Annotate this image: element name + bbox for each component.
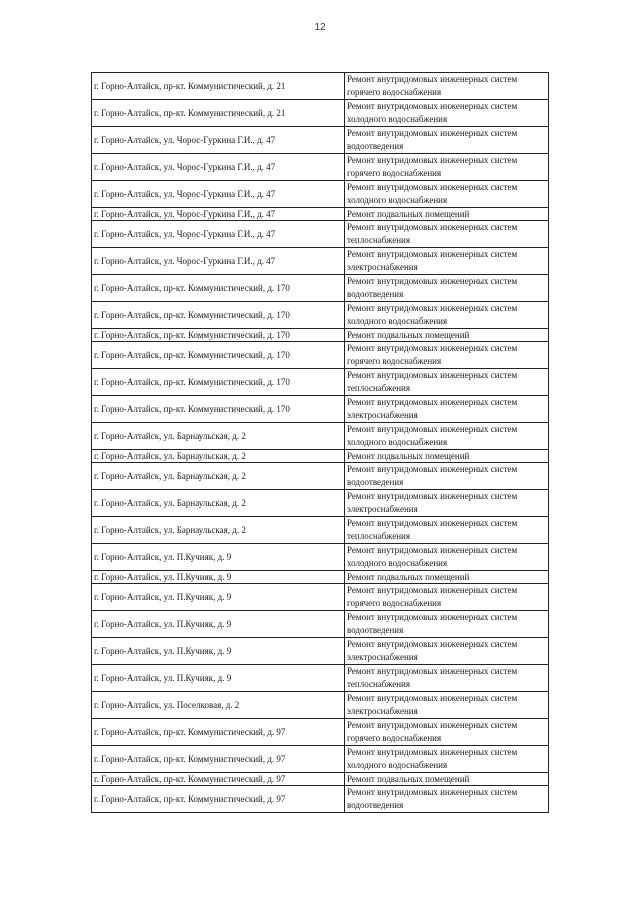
work-type-cell: [345, 302, 549, 329]
address-cell: г. Горно-Алтайск, ул. Барнаульская, д. 2: [92, 490, 345, 517]
work-type-cell: [345, 692, 549, 719]
work-type-line: электроснабжения: [347, 652, 418, 662]
table-row: [92, 221, 549, 248]
work-type-line: Ремонт внутридомовых инженерных систем: [347, 787, 518, 797]
table-row: [92, 342, 549, 369]
work-type-cell: [345, 490, 549, 517]
work-type-cell: [345, 275, 549, 302]
work-type-line: Ремонт внутридомовых инженерных систем: [347, 491, 518, 501]
work-type-line: Ремонт внутридомовых инженерных систем: [347, 693, 518, 703]
table-row: [92, 369, 549, 396]
work-type-line: горячего водоснабжения: [347, 87, 442, 97]
work-type-line: Ремонт подвальных помещений: [347, 572, 470, 582]
address-cell: г. Горно-Алтайск, пр-кт. Коммунистический, д. 170: [92, 275, 345, 302]
repair-works-table: [91, 72, 549, 813]
table-row: [92, 638, 549, 665]
work-type-line: холодного водоснабжения: [347, 114, 448, 124]
work-type-cell: [345, 423, 549, 450]
work-type-line: теплоснабжения: [347, 531, 410, 541]
work-type-cell: [345, 450, 549, 463]
work-type-line: Ремонт внутридомовых инженерных систем: [347, 397, 518, 407]
work-type-cell: [345, 100, 549, 127]
work-type-line: Ремонт внутридомовых инженерных систем: [347, 74, 518, 84]
work-type-line: Ремонт внутридомовых инженерных систем: [347, 303, 518, 313]
work-type-line: Ремонт внутридомовых инженерных систем: [347, 585, 518, 595]
work-type-line: теплоснабжения: [347, 383, 410, 393]
work-type-line: холодного водоснабжения: [347, 558, 448, 568]
table-row: [92, 154, 549, 181]
table-row: [92, 302, 549, 329]
work-type-line: горячего водоснабжения: [347, 733, 442, 743]
work-type-cell: [345, 517, 549, 544]
work-type-line: Ремонт подвальных помещений: [347, 330, 470, 340]
address-cell: г. Горно-Алтайск, пр-кт. Коммунистический, д. 170: [92, 302, 345, 329]
work-type-cell: [345, 329, 549, 342]
work-type-line: водоотведения: [347, 289, 404, 299]
address-cell: г. Горно-Алтайск, пр-кт. Коммунистический, д. 97: [92, 746, 345, 773]
work-type-line: Ремонт подвальных помещений: [347, 774, 470, 784]
table-row: [92, 719, 549, 746]
work-type-cell: [345, 154, 549, 181]
address-cell: г. Горно-Алтайск, ул. Чорос-Гуркина Г.И., д. 47: [92, 154, 345, 181]
work-type-line: электроснабжения: [347, 706, 418, 716]
work-type-line: водоотведения: [347, 800, 404, 810]
work-type-line: Ремонт внутридомовых инженерных систем: [347, 222, 518, 232]
table-row: [92, 746, 549, 773]
work-type-line: холодного водоснабжения: [347, 195, 448, 205]
work-type-line: Ремонт внутридомовых инженерных систем: [347, 128, 518, 138]
work-type-cell: [345, 127, 549, 154]
address-cell: г. Горно-Алтайск, ул. Поселковая, д. 2: [92, 692, 345, 719]
table-row: [92, 692, 549, 719]
work-type-line: холодного водоснабжения: [347, 437, 448, 447]
address-cell: г. Горно-Алтайск, ул. Барнаульская, д. 2: [92, 423, 345, 450]
work-type-line: Ремонт внутридомовых инженерных систем: [347, 155, 518, 165]
work-type-line: горячего водоснабжения: [347, 356, 442, 366]
work-type-line: водоотведения: [347, 141, 404, 151]
address-cell: г. Горно-Алтайск, ул. Чорос-Гуркина Г.И., д. 47: [92, 221, 345, 248]
address-cell: г. Горно-Алтайск, ул. Чорос-Гуркина Г.И., д. 47: [92, 248, 345, 275]
address-cell: г. Горно-Алтайск, ул. П.Кучияк, д. 9: [92, 584, 345, 611]
work-type-line: Ремонт внутридомовых инженерных систем: [347, 545, 518, 555]
work-type-line: Ремонт внутридомовых инженерных систем: [347, 249, 518, 259]
work-type-cell: [345, 181, 549, 208]
work-type-line: Ремонт внутридомовых инженерных систем: [347, 370, 518, 380]
work-type-line: Ремонт внутридомовых инженерных систем: [347, 276, 518, 286]
table-row: [92, 248, 549, 275]
address-cell: г. Горно-Алтайск, ул. Барнаульская, д. 2: [92, 517, 345, 544]
work-type-line: Ремонт внутридомовых инженерных систем: [347, 720, 518, 730]
table-row: [92, 517, 549, 544]
address-cell: г. Горно-Алтайск, ул. Чорос-Гуркина Г.И., д. 47: [92, 208, 345, 221]
work-type-line: Ремонт внутридомовых инженерных систем: [347, 182, 518, 192]
work-type-cell: [345, 221, 549, 248]
page-number: 12: [314, 22, 326, 33]
work-type-line: Ремонт внутридомовых инженерных систем: [347, 424, 518, 434]
work-type-line: холодного водоснабжения: [347, 316, 448, 326]
table-row: [92, 571, 549, 584]
table-row: [92, 208, 549, 221]
address-cell: г. Горно-Алтайск, пр-кт. Коммунистический, д. 170: [92, 329, 345, 342]
address-cell: г. Горно-Алтайск, пр-кт. Коммунистический, д. 21: [92, 100, 345, 127]
table-row: [92, 544, 549, 571]
address-cell: г. Горно-Алтайск, ул. Барнаульская, д. 2: [92, 463, 345, 490]
table-row: [92, 584, 549, 611]
table-row: [92, 423, 549, 450]
work-type-line: водоотведения: [347, 477, 404, 487]
work-type-line: Ремонт внутридомовых инженерных систем: [347, 101, 518, 111]
table-row: [92, 611, 549, 638]
work-type-cell: [345, 342, 549, 369]
work-type-cell: [345, 463, 549, 490]
work-type-cell: [345, 208, 549, 221]
work-type-line: Ремонт внутридомовых инженерных систем: [347, 343, 518, 353]
work-type-line: горячего водоснабжения: [347, 168, 442, 178]
work-type-cell: [345, 248, 549, 275]
address-cell: г. Горно-Алтайск, ул. П.Кучияк, д. 9: [92, 611, 345, 638]
table-row: [92, 450, 549, 463]
address-cell: г. Горно-Алтайск, ул. П.Кучияк, д. 9: [92, 544, 345, 571]
address-cell: г. Горно-Алтайск, ул. П.Кучияк, д. 9: [92, 665, 345, 692]
table-row: [92, 181, 549, 208]
table-row: [92, 463, 549, 490]
table-row: [92, 786, 549, 813]
work-type-line: электроснабжения: [347, 504, 418, 514]
work-type-line: теплоснабжения: [347, 235, 410, 245]
work-type-cell: [345, 773, 549, 786]
address-cell: г. Горно-Алтайск, ул. П.Кучияк, д. 9: [92, 638, 345, 665]
table-row: [92, 396, 549, 423]
work-type-line: Ремонт подвальных помещений: [347, 209, 470, 219]
address-cell: г. Горно-Алтайск, пр-кт. Коммунистический, д. 97: [92, 719, 345, 746]
address-cell: г. Горно-Алтайск, ул. Барнаульская, д. 2: [92, 450, 345, 463]
address-cell: г. Горно-Алтайск, пр-кт. Коммунистический, д. 170: [92, 369, 345, 396]
work-type-line: Ремонт внутридомовых инженерных систем: [347, 666, 518, 676]
work-type-line: Ремонт внутридомовых инженерных систем: [347, 518, 518, 528]
work-type-cell: [345, 584, 549, 611]
table-row: [92, 329, 549, 342]
work-type-line: Ремонт внутридомовых инженерных систем: [347, 639, 518, 649]
work-type-cell: [345, 571, 549, 584]
work-type-cell: [345, 746, 549, 773]
address-cell: г. Горно-Алтайск, ул. П.Кучияк, д. 9: [92, 571, 345, 584]
address-cell: г. Горно-Алтайск, ул. Чорос-Гуркина Г.И., д. 47: [92, 181, 345, 208]
work-type-line: водоотведения: [347, 625, 404, 635]
address-cell: г. Горно-Алтайск, пр-кт. Коммунистический, д. 97: [92, 773, 345, 786]
work-type-line: Ремонт внутридомовых инженерных систем: [347, 612, 518, 622]
work-type-cell: [345, 396, 549, 423]
work-type-line: Ремонт подвальных помещений: [347, 451, 470, 461]
table-row: [92, 127, 549, 154]
work-type-cell: [345, 544, 549, 571]
address-cell: г. Горно-Алтайск, пр-кт. Коммунистический, д. 170: [92, 396, 345, 423]
work-type-cell: [345, 665, 549, 692]
work-type-line: горячего водоснабжения: [347, 598, 442, 608]
work-type-line: Ремонт внутридомовых инженерных систем: [347, 464, 518, 474]
work-type-cell: [345, 73, 549, 100]
work-type-line: теплоснабжения: [347, 679, 410, 689]
table-row: [92, 665, 549, 692]
address-cell: г. Горно-Алтайск, пр-кт. Коммунистический, д. 97: [92, 786, 345, 813]
address-cell: г. Горно-Алтайск, пр-кт. Коммунистический, д. 21: [92, 73, 345, 100]
table-row: [92, 73, 549, 100]
table-row: [92, 490, 549, 517]
work-type-line: электроснабжения: [347, 410, 418, 420]
address-cell: г. Горно-Алтайск, ул. Чорос-Гуркина Г.И., д. 47: [92, 127, 345, 154]
work-type-cell: [345, 719, 549, 746]
work-type-line: Ремонт внутридомовых инженерных систем: [347, 747, 518, 757]
work-type-line: холодного водоснабжения: [347, 760, 448, 770]
work-type-cell: [345, 611, 549, 638]
table-body: [92, 73, 549, 813]
table-row: [92, 100, 549, 127]
work-type-cell: [345, 369, 549, 396]
table-row: [92, 275, 549, 302]
work-type-cell: [345, 638, 549, 665]
work-type-line: электроснабжения: [347, 262, 418, 272]
table-row: [92, 773, 549, 786]
address-cell: г. Горно-Алтайск, пр-кт. Коммунистический, д. 170: [92, 342, 345, 369]
work-type-cell: [345, 786, 549, 813]
